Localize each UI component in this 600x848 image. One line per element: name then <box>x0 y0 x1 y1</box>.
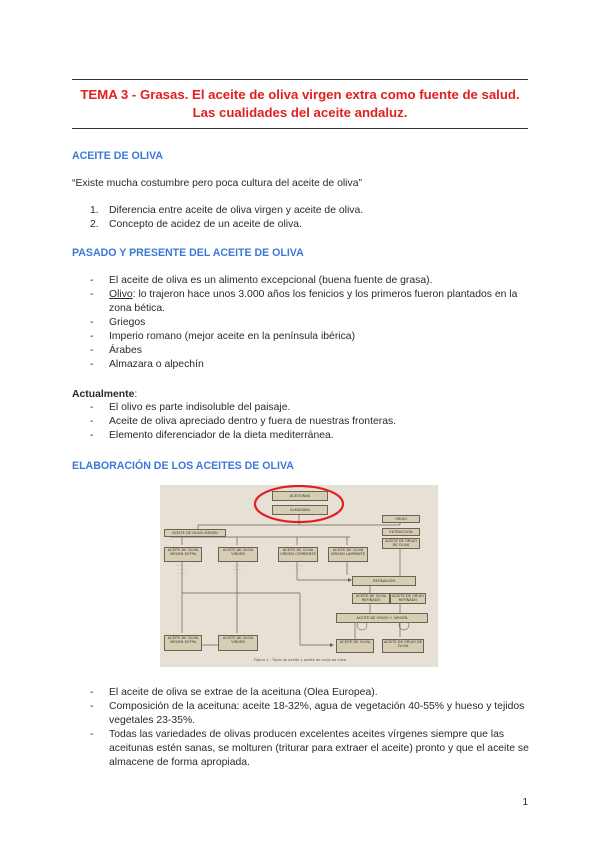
box-oliva-refinado: ACEITE DE OLIVA REFINADO <box>352 593 390 604</box>
list-item: - Aceite de oliva apreciado dentro y fuera de nuestras fronteras. <box>90 416 397 427</box>
list-item: 1. Diferencia entre aceite de oliva virgen y aceite de oliva. <box>90 205 364 216</box>
numbered-list <box>90 204 363 232</box>
note-virgen: · · · · · · · · · · · · · · <box>231 564 243 576</box>
list-item: - Composición de la aceituna: aceite 18-32%, agua de vegetación 40-55% y hueso y tejidos vegetales 23-35%. <box>90 701 525 726</box>
list-item: 2. Concepto de acidez de un aceite de oliva. <box>90 219 302 230</box>
quote: “Existe mucha costumbre pero poca cultura del aceite de oliva” <box>72 178 362 189</box>
list-item: - El aceite de oliva se extrae de la aceituna (Olea Europea). <box>90 687 378 698</box>
elaboration-list <box>90 686 530 770</box>
note-corriente: · · · · · · · · · · <box>291 564 303 572</box>
box-aceitunas: ACEITUNAS <box>272 491 328 501</box>
box-aceite-virgen-header: ACEITE DE OLIVA VIRGEN <box>164 529 226 537</box>
list-item: - El olivo es parte indisoluble del paisaje. <box>90 402 291 413</box>
top-rule <box>72 79 528 80</box>
section-heading-aceite: ACEITE DE OLIVA <box>72 150 164 162</box>
olive-oil-flow-diagram <box>160 485 438 667</box>
box-orujo-refinado: ACEITE DE ORUJO REFINADO <box>390 593 426 604</box>
box-lampante: ACEITE DE OLIVA VIRGEN LAMPANTE <box>328 547 368 562</box>
list-item: - El aceite de oliva es un alimento excepcional (buena fuente de grasa). <box>90 275 433 286</box>
box-virgen-corriente: ACEITE DE OLIVA VIRGEN CORRIENTE <box>278 547 318 562</box>
box-final-orujo: ACEITE DE ORUJO DE OLIVA <box>382 639 424 653</box>
list-item: - Imperio romano (mejor aceite en la península ibérica) <box>90 331 356 342</box>
section-heading-pasado: PASADO Y PRESENTE DEL ACEITE DE OLIVA <box>72 247 304 259</box>
box-almazara: ALMAZARA <box>272 505 328 515</box>
note-virgen-extra: · · · · · · · · · · · · · · · <box>176 564 188 576</box>
box-refinacion: REFINACIÓN <box>352 576 416 586</box>
history-list <box>90 274 530 372</box>
list-item: - Olivo: lo trajeron hace unos 3.000 años los fenicios y los primeros fueron plantados en la zona bética. <box>90 289 518 314</box>
list-item: - Árabes <box>90 345 142 356</box>
list-item: - Griegos <box>90 317 146 328</box>
page-number: 1 <box>522 797 528 808</box>
figure-caption: Figura 2 - Tipos de aceite y aceite de orujo de oliva <box>254 658 346 662</box>
box-virgen: ACEITE DE OLIVA VIRGEN <box>218 547 258 562</box>
actualmente-label: Actualmente: <box>72 389 138 400</box>
title-bottom-rule <box>72 128 528 129</box>
box-extraccion: EXTRACCIÓN <box>382 528 420 536</box>
list-item: - Almazara o alpechín <box>90 359 204 370</box>
box-final-aceite-oliva: ACEITE DE OLIVA <box>336 639 374 653</box>
box-final-virgen: ACEITE DE OLIVA VIRGEN <box>218 635 258 651</box>
section-heading-elaboracion: ELABORACIÓN DE LOS ACEITES DE OLIVA <box>72 460 294 472</box>
box-aceite-orujo: ACEITE DE ORUJO DE OLIVA <box>382 538 420 549</box>
list-item: - Elemento diferenciador de la dieta mediterránea. <box>90 430 334 441</box>
box-final-virgen-extra: ACEITE DE OLIVA VIRGEN EXTRA <box>164 635 202 651</box>
page-title: TEMA 3 - Grasas. El aceite de oliva virgen extra como fuente de salud. Las cualidades del aceite andaluz. <box>80 87 520 120</box>
list-item: - Todas las variedades de olivas producen excelentes aceites vírgenes siempre que las aceitunas estén sanas, se molturen (triturar para extraer el aceite) pronto y que el aceite se almacene de forma apropiada. <box>90 729 529 768</box>
box-virgen-extra: ACEITE DE OLIVA VIRGEN EXTRA <box>164 547 202 562</box>
box-orujo-virgen: ACEITE DE ORUJO + VIRGEN <box>336 613 428 623</box>
box-orujo: ORUJO <box>382 515 420 523</box>
actualmente-list <box>90 401 530 443</box>
